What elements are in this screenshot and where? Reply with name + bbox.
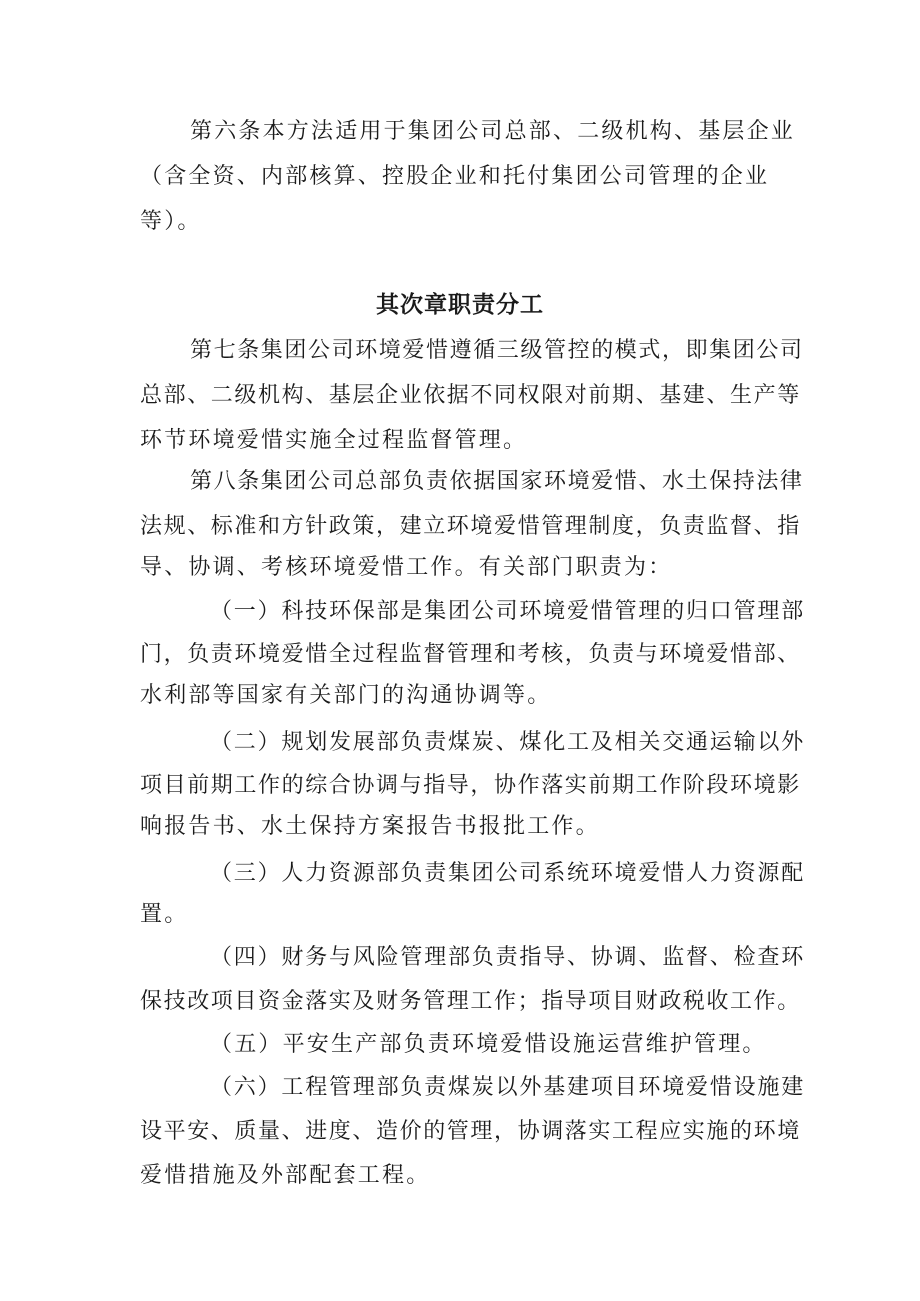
- chapter-title: 其次章职责分工: [376, 292, 544, 318]
- item-6-line-3: 爱惜措施及外部配套工程。: [140, 1163, 431, 1188]
- article-6-line-2: （含全资、内部核算、控股企业和托付集团公司管理的企业: [140, 164, 770, 189]
- item-6-line-2: 设平安、质量、进度、造价的管理，协调落实工程应实施的环境: [140, 1119, 801, 1144]
- item-1-line-3: 水利部等国家有关部门的沟通协调等。: [140, 683, 552, 708]
- item-2-line-1: （二）规划发展部负责煤炭、煤化工及相关交通运输以外: [210, 730, 806, 755]
- article-8-line-3: 导、协调、考核环境爱惜工作。有关部门职责为：: [140, 555, 673, 580]
- article-7-line-3: 环节环境爱惜实施全过程监督管理。: [140, 428, 528, 453]
- item-1-line-1: （一）科技环保部是集团公司环境爱惜管理的归口管理部: [210, 599, 806, 624]
- item-4-line-1: （四）财务与风险管理部负责指导、协调、监督、检查环: [210, 945, 806, 970]
- item-2-line-3: 响报告书、水土保持方案报告书报批工作。: [140, 814, 600, 839]
- item-5-line-1: （五）平安生产部负责环境爱惜设施运营维护管理。: [210, 1032, 767, 1057]
- item-1-line-2: 门，负责环境爱惜全过程监督管理和考核，负责与环境爱惜部、: [140, 642, 801, 667]
- article-8-line-1: 第八条集团公司总部负责依据国家环境爱惜、水土保持法律: [190, 469, 804, 494]
- article-6-line-1: 第六条本方法适用于集团公司总部、二级机构、基层企业: [190, 119, 796, 144]
- article-7-line-1: 第七条集团公司环境爱惜遵循三级管控的模式，即集团公司: [190, 338, 804, 363]
- article-7-line-2: 总部、二级机构、基层企业依据不同权限对前期、基建、生产等: [140, 383, 801, 408]
- item-3-line-2: 置。: [140, 902, 189, 927]
- article-8-line-2: 法规、标准和方针政策，建立环境爱惜管理制度，负责监督、指: [140, 514, 801, 539]
- item-3-line-1: （三）人力资源部负责集团公司系统环境爱惜人力资源配: [210, 861, 806, 886]
- article-6-line-3: 等）。: [140, 209, 202, 234]
- item-4-line-2: 保技改项目资金落实及财务管理工作；指导项目财政税收工作。: [140, 989, 801, 1014]
- item-6-line-1: （六）工程管理部负责煤炭以外基建项目环境爱惜设施建: [210, 1075, 806, 1100]
- item-2-line-2: 项目前期工作的综合协调与指导，协作落实前期工作阶段环境影: [140, 773, 801, 798]
